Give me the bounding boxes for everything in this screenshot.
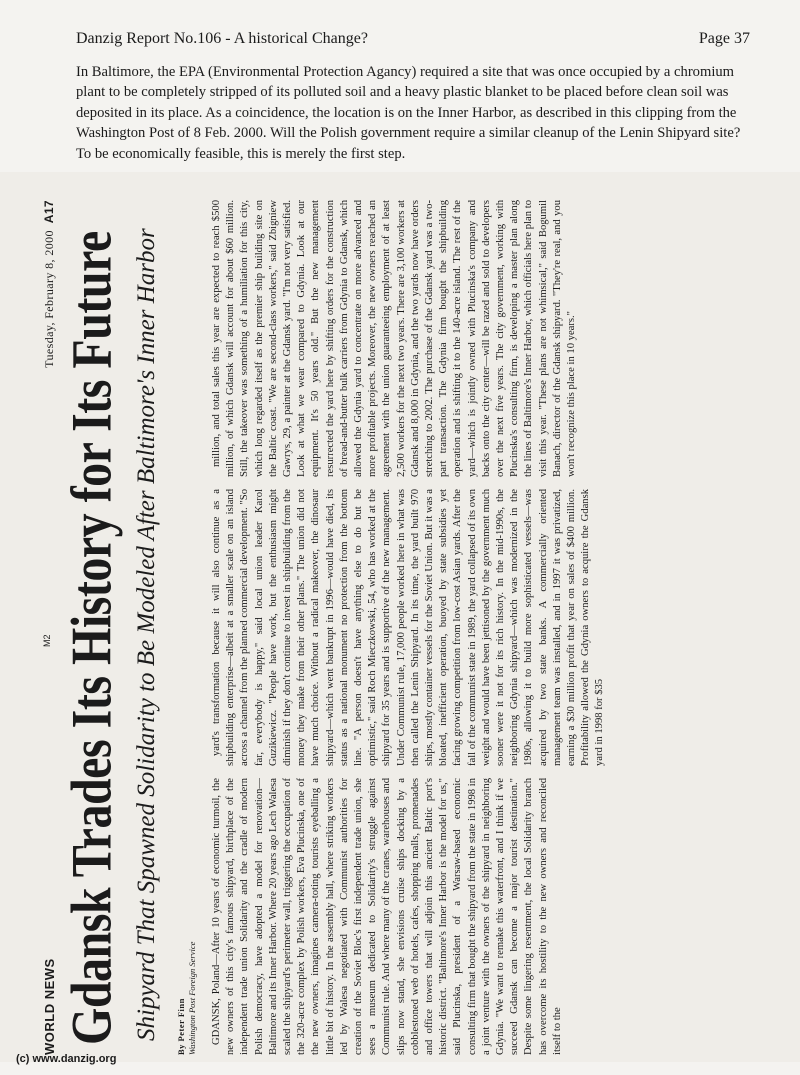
copyright-footer: (c) www.danzig.org <box>16 1053 117 1065</box>
article-text: GDANSK, Poland—After 10 years of economic turmoil, the new owners of this city's famous shipyard, birthplace of the independent trade union Solidarity and the cradle of modern Polish democracy, have adopted a model for renovation—Baltimore and its Inner Harbor. Where 20 years ago Lech Walesa scaled the shipyard's perimeter wall, triggering the occupation of the 320-acre complex by Polish workers, Eva Plucinska, one of the new owners, imagines camera-toting tourists eyeballing a little bit of history. In the assembly hall, where striking workers led by Walesa negotiated with Communist authorities for creation of the Soviet Bloc's first independent trade union, she sees a museum dedicated to Solidarity's struggle against Communist rule. And where many of the cranes, warehouses and slips now stand, she envisions cruise ships docking by a cobblestoned web of hotels, cafes, shopping malls, promenades and office towers that will adjoin this ancient Baltic port's historic district. "Baltimore's Inner Harbor is the model for us," said Plucinska, president of a Warsaw-based economic consulting firm that bought the shipyard from the state in 1998 in a joint venture with the owners of the shipyard in neighboring Gdynia. "We want to remake this waterfront, and I think if we succeed Gdansk can become a major tourist destination." Despite some lingering resentment, the local Solidarity branch has overcome its hostility to the new owners and reconciled itself to the <box>211 778 563 1055</box>
section-label: WORLD NEWS <box>42 958 57 1055</box>
article-column-1 <box>210 778 750 1055</box>
page-number: Page 37 <box>698 30 750 47</box>
byline <box>176 891 198 1055</box>
report-title: Danzig Report No.106 - A historical Change? <box>76 30 368 47</box>
article-columns <box>210 200 750 1055</box>
newspaper-clipping <box>42 200 752 1055</box>
headline: Gdansk Trades Its History for Its Future <box>60 231 124 1045</box>
subheadline: Shipyard That Spawned Solidarity to Be Modeled After Baltimore's Inner Harbor <box>133 228 160 1041</box>
clipping-page: A17 <box>42 200 56 224</box>
clipping-rotated-content <box>42 200 752 1055</box>
article-column-3 <box>210 200 750 477</box>
dateline <box>42 200 57 368</box>
article-text: yard's transformation because it will also continue as a shipbuilding enterprise—albeit at a smaller scale on an island across a channel from the planned commercial development. "So far, everybody is happy," said local union leader Karol Guzikiewicz. "People have work, but the enthusiasm might diminish if they don't continue to invest in shipbuilding from the money they make from their other plans." The union did not have much choice. Without a radical makeover, the dinosaur shipyard—which went bankrupt in 1996—would have died, its status as a national monument no protection from the bottom line. "A person doesn't have anything else to do but be optimistic," said Roch Mieczkowski, 54, who has worked at the shipyard for 35 years and is supportive of the new management. Under Communist rule, 17,000 people worked here in what was then called the Lenin Shipyard. In its time, the yard built 970 ships, mostly container vessels for the Soviet Union. But it was a bloated, inefficient operation, buoyed by state subsidies yet facing growing competition from low-cost Asian yards. After the fall of the communist state in 1989, the yard collapsed of its own weight and would have been jettisoned by the government much sooner were it not for its rich history. In the mid-1990s, the neighboring Gdynia shipyard—which was modernized in the 1980s, allowing it to build more sophisticated vessels—was acquired by two state banks. A commercially oriented management team was installed, and in 1997 it was privatized, earning a $30 million profit that year on sales of $400 million. Profitability allowed the Gdynia owners to acquire the Gdansk yard in 1998 for $35 <box>211 489 606 766</box>
dateline-date: Tuesday, February 8, 2000 <box>42 230 56 368</box>
byline-author: By Peter Finn <box>176 998 186 1055</box>
edition-code: M2 <box>42 634 52 647</box>
intro-paragraph: In Baltimore, the EPA (Environmental Protection Agancy) required a site that was once occupied by a chromium plant to be completely stripped of its polluted soil and a heavy plastic blanket to be placed before clean soil was deposited in its place. As a coincidence, the location is on the Inner Harbor, as described in this clipping from the Washington Post of 8 Feb. 2000. Will the Polish government require a similar cleanup of the Lenin Shipyard site? To be economically feasible, this is merely the first step. <box>76 64 741 162</box>
article-column-2 <box>210 489 750 766</box>
byline-organization: Washington Post Foreign Service <box>187 941 197 1055</box>
article-text: million, and total sales this year are expected to reach $500 million, of which Gdansk will account for about $60 million. Still, the takeover was something of a humiliation for this city, which long regarded itself as the premier ship building site on the Baltic coast. "We are second-class workers," said Zbigniew Gawrys, 29, a painter at the Gdansk yard. "I'm not very satisfied. Look at what we wear compared to Gdynia. Look at our equipment. It's 50 years old." But the new management resurrected the yard here by shifting orders for the construction of bread-and-butter bulk carriers from Gdynia to Gdansk, which allowed the Gdynia yard to concentrate on more advanced and more profitable projects. Moreover, the new owners reached an agreement with the union guaranteeing employment of at least 2,500 workers for the next two years. There are 3,100 workers at Gdansk and 8,000 in Gdynia, and the two yards now have orders stretching to 2002. The purchase of the Gdansk yard was a two-part transaction. The Gdynia firm bought the shipbuilding operation and is shifting it to the 140-acre island. The rest of the yard—which is jointly owned with Plucinska's company and backs onto the city center—will be razed and sold to developers over the next five years. The city government, working with Plucinska's consulting firm, is developing a master plan along the lines of Baltimore's Inner Harbor, which officials here plan to visit this year. "These plans are not whimsical," said Bogumil Banach, director of the Gdansk shipyard. "They're real, and you won't recognize this place in 10 years." <box>211 200 578 477</box>
page-header <box>76 30 750 52</box>
